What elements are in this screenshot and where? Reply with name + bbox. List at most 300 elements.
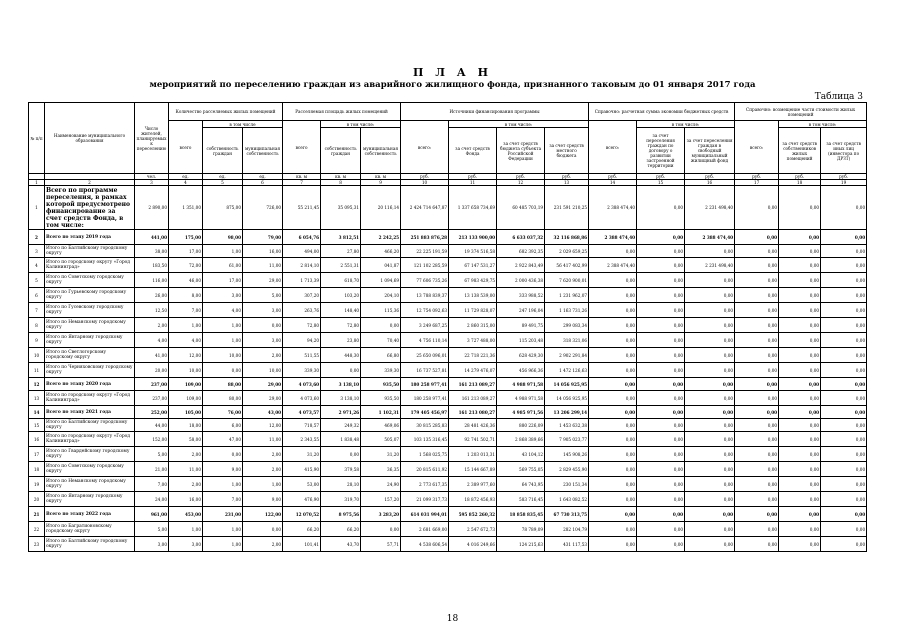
value-cell: 0,00 bbox=[637, 318, 685, 333]
value-cell: 2 424 714 647,87 bbox=[401, 186, 449, 230]
value-cell: 1 102,31 bbox=[361, 406, 401, 419]
value-cell: 24,00 bbox=[135, 492, 169, 507]
value-cell: 2 890,00 bbox=[135, 186, 169, 230]
value-cell: 0,00 bbox=[735, 378, 779, 391]
column-number-cell: 10 bbox=[401, 180, 449, 186]
value-cell: 13 138 539,00 bbox=[449, 288, 497, 303]
value-cell: 98,00 bbox=[203, 230, 243, 245]
row-number: 10 bbox=[29, 348, 45, 363]
value-cell: 21,00 bbox=[135, 462, 169, 477]
value-cell: 0,00 bbox=[779, 303, 821, 318]
value-cell: 3 812,51 bbox=[321, 230, 361, 245]
value-cell: 456 966,36 bbox=[497, 363, 545, 378]
finance-group-header: Источники финансирования программы bbox=[401, 103, 589, 121]
unit-cell: руб. bbox=[735, 174, 779, 180]
value-cell: 1,00 bbox=[169, 318, 203, 333]
value-cell: 180 258 977,41 bbox=[401, 391, 449, 406]
value-cell: 58,00 bbox=[169, 432, 203, 447]
value-cell: 0,00 bbox=[685, 419, 735, 432]
row-name: Итого по Советскому городскому округу bbox=[45, 462, 135, 477]
value-cell: 0,00 bbox=[821, 537, 867, 552]
value-cell: 1 203 013,31 bbox=[449, 447, 497, 462]
value-cell: 0,00 bbox=[779, 288, 821, 303]
value-cell: 3 283,20 bbox=[361, 507, 401, 522]
rooms-citizens-header: собственность граждан bbox=[203, 128, 243, 174]
value-cell: 0,00 bbox=[821, 230, 867, 245]
value-cell: 569 755,05 bbox=[497, 462, 545, 477]
value-cell: 0,00 bbox=[637, 245, 685, 258]
unit-cell: руб. bbox=[545, 174, 589, 180]
value-cell: 4 988 971,58 bbox=[497, 391, 545, 406]
value-cell: 11 729 828,07 bbox=[449, 303, 497, 318]
value-cell: 0,00 bbox=[735, 462, 779, 477]
row-name: Всего по этапу 2021 года bbox=[45, 406, 135, 419]
column-number-cell: 16 bbox=[685, 180, 735, 186]
value-cell: 11,00 bbox=[243, 258, 283, 273]
value-cell: 0,00 bbox=[779, 522, 821, 537]
dev-total-header: всего: bbox=[735, 121, 779, 174]
value-cell: 0,00 bbox=[779, 406, 821, 419]
value-cell: 14 056 925,95 bbox=[545, 391, 589, 406]
value-cell: 0,00 bbox=[637, 288, 685, 303]
area-group-header: Расселяемая площадь жилых помещений bbox=[283, 103, 401, 121]
value-cell: 10,00 bbox=[169, 363, 203, 378]
row-number: 8 bbox=[29, 318, 45, 333]
value-cell: 2,00 bbox=[169, 477, 203, 492]
value-cell: 124 215,63 bbox=[497, 537, 545, 552]
value-cell: 0,00 bbox=[637, 348, 685, 363]
value-cell: 0,00 bbox=[779, 462, 821, 477]
row-name: Итого по Багратионовскому городскому округу bbox=[45, 522, 135, 537]
value-cell: 0,00 bbox=[735, 432, 779, 447]
value-cell: 4 073,60 bbox=[283, 378, 321, 391]
value-cell: 0,00 bbox=[821, 303, 867, 318]
value-cell: 79,00 bbox=[243, 230, 283, 245]
table-row bbox=[29, 391, 867, 406]
value-cell: 21 099 317,73 bbox=[401, 492, 449, 507]
value-cell: 0,00 bbox=[589, 378, 637, 391]
value-cell: 43,70 bbox=[321, 537, 361, 552]
value-cell: 72,00 bbox=[169, 258, 203, 273]
value-cell: 55 211,45 bbox=[283, 186, 321, 230]
value-cell: 252,00 bbox=[135, 406, 169, 419]
value-cell: 20 116,14 bbox=[361, 186, 401, 230]
value-cell: 0,00 bbox=[589, 363, 637, 378]
value-cell: 0,00 bbox=[685, 507, 735, 522]
value-cell: 237,00 bbox=[135, 391, 169, 406]
table-row bbox=[29, 273, 867, 288]
value-cell: 1 472 126,63 bbox=[545, 363, 589, 378]
value-cell: 682 392,35 bbox=[497, 245, 545, 258]
column-number-cell: 18 bbox=[779, 180, 821, 186]
value-cell: 0,00 bbox=[779, 348, 821, 363]
value-cell: 0,00 bbox=[637, 492, 685, 507]
value-cell: 0,00 bbox=[685, 333, 735, 348]
value-cell: 431 117,53 bbox=[545, 537, 589, 552]
value-cell: 0,00 bbox=[637, 186, 685, 230]
value-cell: 31,20 bbox=[283, 447, 321, 462]
value-cell: 41,00 bbox=[135, 348, 169, 363]
row-name: Всего по этапу 2020 года bbox=[45, 378, 135, 391]
value-cell: 2,00 bbox=[135, 318, 169, 333]
unit-cell: руб. bbox=[449, 174, 497, 180]
value-cell: 0,00 bbox=[589, 537, 637, 552]
value-cell: 2 773 617,35 bbox=[401, 477, 449, 492]
row-number: 3 bbox=[29, 245, 45, 258]
value-cell: 0,00 bbox=[779, 419, 821, 432]
value-cell: 333 988,52 bbox=[497, 288, 545, 303]
value-cell: 0,00 bbox=[685, 273, 735, 288]
value-cell: 0,00 bbox=[637, 537, 685, 552]
row-number: 12 bbox=[29, 378, 45, 391]
table-body bbox=[29, 186, 867, 552]
value-cell: 961,00 bbox=[135, 507, 169, 522]
column-number-cell: 3 bbox=[135, 180, 169, 186]
value-cell: 0,00 bbox=[589, 462, 637, 477]
value-cell: 0,00 bbox=[821, 348, 867, 363]
value-cell: 57,71 bbox=[361, 537, 401, 552]
value-cell: 0,00 bbox=[735, 258, 779, 273]
value-cell: 231,00 bbox=[203, 507, 243, 522]
row-name: Итого по Гурьевскому городскому округу bbox=[45, 288, 135, 303]
value-cell: 0,00 bbox=[637, 363, 685, 378]
value-cell: 1 163 731,26 bbox=[545, 303, 589, 318]
value-cell: 0,00 bbox=[821, 447, 867, 462]
value-cell: 44,00 bbox=[135, 419, 169, 432]
value-cell: 2 231 498,40 bbox=[685, 186, 735, 230]
value-cell: 213 133 900,00 bbox=[449, 230, 497, 245]
value-cell: 2 242,25 bbox=[361, 230, 401, 245]
col-residents-header: Число жителей, планируемых к переселению bbox=[135, 103, 169, 174]
value-cell: 1,00 bbox=[203, 318, 243, 333]
value-cell: 31,20 bbox=[361, 447, 401, 462]
fund-header: за счет средств Фонда bbox=[449, 128, 497, 174]
value-cell: 448,30 bbox=[321, 348, 361, 363]
value-cell: 72,80 bbox=[283, 318, 321, 333]
row-number: 23 bbox=[29, 537, 45, 552]
table-row bbox=[29, 406, 867, 419]
value-cell: 511,55 bbox=[283, 348, 321, 363]
value-cell: 152,00 bbox=[135, 432, 169, 447]
value-cell: 0,00 bbox=[637, 507, 685, 522]
value-cell: 0,00 bbox=[685, 522, 735, 537]
value-cell: 145 908,26 bbox=[545, 447, 589, 462]
value-cell: 17,00 bbox=[169, 245, 203, 258]
value-cell: 0,00 bbox=[685, 245, 735, 258]
row-number: 15 bbox=[29, 419, 45, 432]
value-cell: 3,00 bbox=[203, 288, 243, 303]
value-cell: 0,00 bbox=[821, 492, 867, 507]
value-cell: 3,00 bbox=[135, 537, 169, 552]
value-cell: 122,00 bbox=[243, 507, 283, 522]
row-number: 6 bbox=[29, 288, 45, 303]
value-cell: 0,00 bbox=[589, 391, 637, 406]
value-cell: 2,00 bbox=[243, 348, 283, 363]
value-cell: 10,00 bbox=[203, 348, 243, 363]
value-cell: 28,10 bbox=[321, 477, 361, 492]
column-number-cell: 14 bbox=[589, 180, 637, 186]
value-cell: 249,32 bbox=[321, 419, 361, 432]
value-cell: 24,90 bbox=[361, 477, 401, 492]
value-cell: 0,00 bbox=[637, 258, 685, 273]
value-cell: 718,57 bbox=[283, 419, 321, 432]
value-cell: 0,00 bbox=[821, 419, 867, 432]
ref-budget-group-header: Справочно: расчетная сумма экономии бюджетных средств bbox=[589, 103, 735, 121]
row-number: 5 bbox=[29, 273, 45, 288]
row-name: Итого по городскому округу «Город Калининград» bbox=[45, 391, 135, 406]
value-cell: 614 031 994,01 bbox=[401, 507, 449, 522]
row-number: 18 bbox=[29, 462, 45, 477]
value-cell: 1 231 962,07 bbox=[545, 288, 589, 303]
value-cell: 0,00 bbox=[735, 447, 779, 462]
value-cell: 8,00 bbox=[169, 288, 203, 303]
value-cell: 231 591 210,25 bbox=[545, 186, 589, 230]
value-cell: 2 231 498,40 bbox=[685, 258, 735, 273]
value-cell: 1 337 658 734,69 bbox=[449, 186, 497, 230]
unit-cell: кв. м bbox=[321, 174, 361, 180]
value-cell: 247 196,04 bbox=[497, 303, 545, 318]
value-cell: 0,00 bbox=[589, 432, 637, 447]
value-cell: 3 138,10 bbox=[321, 378, 361, 391]
row-name: Всего по этапу 2022 года bbox=[45, 507, 135, 522]
value-cell: 1,00 bbox=[203, 245, 243, 258]
value-cell: 20 815 611,92 bbox=[401, 462, 449, 477]
value-cell: 32 116 868,86 bbox=[545, 230, 589, 245]
value-cell: 466,20 bbox=[361, 245, 401, 258]
value-cell: 0,00 bbox=[361, 522, 401, 537]
value-cell: 318 321,06 bbox=[545, 333, 589, 348]
rooms-group-header: Количество расселяемых жилых помещений bbox=[169, 103, 283, 121]
row-number: 17 bbox=[29, 447, 45, 462]
value-cell: 22 225 191,59 bbox=[401, 245, 449, 258]
value-cell: 0,00 bbox=[735, 363, 779, 378]
unit-cell: руб. bbox=[401, 174, 449, 180]
value-cell: 116,00 bbox=[135, 273, 169, 288]
value-cell: 0,00 bbox=[685, 492, 735, 507]
value-cell: 2 860 315,00 bbox=[449, 318, 497, 333]
row-name: Итого по Балтийскому городскому округу bbox=[45, 245, 135, 258]
value-cell: 875,00 bbox=[203, 186, 243, 230]
page-subtitle: мероприятий по переселению граждан из аварийного жилищного фонда, признанного таковым до 01 января 2017 года bbox=[149, 80, 756, 90]
value-cell: 4 538 606,54 bbox=[401, 537, 449, 552]
value-cell: 0,00 bbox=[637, 273, 685, 288]
value-cell: 20,00 bbox=[135, 363, 169, 378]
value-cell: 72,80 bbox=[321, 318, 361, 333]
value-cell: 1 453 632,38 bbox=[545, 419, 589, 432]
value-cell: 183,50 bbox=[135, 258, 169, 273]
table-row bbox=[29, 333, 867, 348]
value-cell: 0,00 bbox=[779, 378, 821, 391]
value-cell: 0,00 bbox=[779, 537, 821, 552]
value-cell: 0,00 bbox=[637, 432, 685, 447]
value-cell: 2 343,55 bbox=[283, 432, 321, 447]
row-number: 2 bbox=[29, 230, 45, 245]
row-number: 7 bbox=[29, 303, 45, 318]
value-cell: 53,00 bbox=[283, 477, 321, 492]
value-cell: 7 620 900,01 bbox=[545, 273, 589, 288]
value-cell: 121 102 285,59 bbox=[401, 258, 449, 273]
area-citizens-header: собственность граждан bbox=[321, 128, 361, 174]
value-cell: 0,00 bbox=[685, 318, 735, 333]
row-name: Итого по Неманскому городскому округу bbox=[45, 477, 135, 492]
value-cell: 61,00 bbox=[203, 258, 243, 273]
table-row bbox=[29, 477, 867, 492]
value-cell: 0,00 bbox=[735, 230, 779, 245]
row-number: 21 bbox=[29, 507, 45, 522]
value-cell: 38,00 bbox=[135, 245, 169, 258]
unit-cell: руб. bbox=[497, 174, 545, 180]
contract-header: за счет переселения граждан по договору о развитии застроенной территории bbox=[637, 128, 685, 174]
table-row bbox=[29, 363, 867, 378]
value-cell: 16 737 527,81 bbox=[401, 363, 449, 378]
value-cell: 47,00 bbox=[203, 432, 243, 447]
value-cell: 0,00 bbox=[735, 507, 779, 522]
column-number-cell: 13 bbox=[545, 180, 589, 186]
value-cell: 263,76 bbox=[283, 303, 321, 318]
value-cell: 66,20 bbox=[321, 522, 361, 537]
value-cell: 0,00 bbox=[637, 462, 685, 477]
value-cell: 1,00 bbox=[203, 522, 243, 537]
value-cell: 36,35 bbox=[361, 462, 401, 477]
value-cell: 0,00 bbox=[203, 447, 243, 462]
value-cell: 4 756 110,14 bbox=[401, 333, 449, 348]
value-cell: 2,00 bbox=[243, 447, 283, 462]
row-number: 16 bbox=[29, 432, 45, 447]
col-num-header: № п/п bbox=[29, 103, 45, 174]
value-cell: 3 727 488,00 bbox=[449, 333, 497, 348]
value-cell: 0,00 bbox=[735, 245, 779, 258]
value-cell: 67 147 531,27 bbox=[449, 258, 497, 273]
column-number-cell: 17 bbox=[735, 180, 779, 186]
value-cell: 0,00 bbox=[589, 273, 637, 288]
value-cell: 0,00 bbox=[735, 303, 779, 318]
value-cell: 7,00 bbox=[135, 477, 169, 492]
area-incl-header: в том числе: bbox=[321, 121, 401, 128]
value-cell: 1,00 bbox=[243, 477, 283, 492]
value-cell: 3,00 bbox=[243, 303, 283, 318]
value-cell: 1 643 082,52 bbox=[545, 492, 589, 507]
value-cell: 0,00 bbox=[637, 230, 685, 245]
value-cell: 18 858 835,45 bbox=[497, 507, 545, 522]
value-cell: 0,00 bbox=[779, 363, 821, 378]
value-cell: 7,00 bbox=[203, 492, 243, 507]
value-cell: 0,00 bbox=[243, 318, 283, 333]
value-cell: 4,00 bbox=[135, 333, 169, 348]
row-name: Всего по этапу 2019 года bbox=[45, 230, 135, 245]
row-name: Итого по Черняховскому городскому округу bbox=[45, 363, 135, 378]
value-cell: 0,00 bbox=[685, 363, 735, 378]
value-cell: 494,00 bbox=[283, 245, 321, 258]
page-title: П Л А Н bbox=[413, 66, 492, 79]
row-name: Итого по Неманскому городскому округу bbox=[45, 318, 135, 333]
value-cell: 0,00 bbox=[821, 288, 867, 303]
value-cell: 70,40 bbox=[361, 333, 401, 348]
value-cell: 18 872 456,93 bbox=[449, 492, 497, 507]
value-cell: 109,00 bbox=[169, 391, 203, 406]
value-cell: 161 213 089,27 bbox=[449, 378, 497, 391]
value-cell: 161 213 080,27 bbox=[449, 406, 497, 419]
row-name: Итого по Гусевскому городскому округу bbox=[45, 303, 135, 318]
table-row bbox=[29, 245, 867, 258]
value-cell: 11,00 bbox=[243, 432, 283, 447]
value-cell: 2 389 977,60 bbox=[449, 477, 497, 492]
value-cell: 0,00 bbox=[685, 537, 735, 552]
value-cell: 4 985 971,56 bbox=[497, 406, 545, 419]
value-cell: 0,00 bbox=[361, 318, 401, 333]
value-cell: 935,50 bbox=[361, 391, 401, 406]
value-cell: 66,80 bbox=[361, 348, 401, 363]
value-cell: 2 000 436,38 bbox=[497, 273, 545, 288]
row-name: Итого по Янтарному городскому округу bbox=[45, 333, 135, 348]
value-cell: 595 852 260,32 bbox=[449, 507, 497, 522]
free-stock-header: за счет переселения граждан в свободный муниципальный жилищный фонд bbox=[685, 128, 735, 174]
value-cell: 115,36 bbox=[361, 303, 401, 318]
value-cell: 12,00 bbox=[243, 419, 283, 432]
finance-total-header: всего: bbox=[401, 121, 449, 174]
value-cell: 0,00 bbox=[735, 406, 779, 419]
value-cell: 103 135 316,45 bbox=[401, 432, 449, 447]
table-row bbox=[29, 537, 867, 552]
value-cell: 339,30 bbox=[361, 363, 401, 378]
page-number: 18 bbox=[446, 614, 459, 624]
value-cell: 1 351,00 bbox=[169, 186, 203, 230]
value-cell: 618,70 bbox=[321, 273, 361, 288]
finance-incl-header: в том числе: bbox=[449, 121, 589, 128]
value-cell: 307,20 bbox=[283, 288, 321, 303]
value-cell: 0,00 bbox=[735, 492, 779, 507]
row-number: 20 bbox=[29, 492, 45, 507]
value-cell: 0,00 bbox=[779, 477, 821, 492]
value-cell: 0,00 bbox=[589, 492, 637, 507]
unit-cell: ед. bbox=[243, 174, 283, 180]
value-cell: 4 073,60 bbox=[283, 391, 321, 406]
value-cell: 0,00 bbox=[779, 492, 821, 507]
row-name: Всего по программе переселения, в рамках которой предусмотрено финансирование за счет средств Фонда, в том числе: bbox=[45, 186, 135, 230]
value-cell: 43 104,12 bbox=[497, 447, 545, 462]
column-number-cell: 5 bbox=[203, 180, 243, 186]
value-cell: 4 073,57 bbox=[283, 406, 321, 419]
value-cell: 1 094,69 bbox=[361, 273, 401, 288]
value-cell: 0,00 bbox=[685, 447, 735, 462]
table-row bbox=[29, 432, 867, 447]
value-cell: 0,00 bbox=[589, 288, 637, 303]
value-cell: 2 829 455,90 bbox=[545, 462, 589, 477]
value-cell: 0,00 bbox=[779, 432, 821, 447]
value-cell: 0,00 bbox=[779, 245, 821, 258]
value-cell: 0,00 bbox=[589, 303, 637, 318]
value-cell: 15 144 667,89 bbox=[449, 462, 497, 477]
value-cell: 3,00 bbox=[169, 537, 203, 552]
value-cell: 0,00 bbox=[779, 273, 821, 288]
value-cell: 180 258 977,41 bbox=[401, 378, 449, 391]
value-cell: 041,87 bbox=[361, 258, 401, 273]
row-name: Итого по Гвардейскому городскому округу bbox=[45, 447, 135, 462]
rooms-incl-header: в том числе bbox=[203, 121, 283, 128]
value-cell: 0,00 bbox=[821, 477, 867, 492]
table-row bbox=[29, 303, 867, 318]
value-cell: 319,70 bbox=[321, 492, 361, 507]
column-number-cell: 19 bbox=[821, 180, 867, 186]
value-cell: 0,00 bbox=[821, 406, 867, 419]
rooms-municipal-header: муниципальная собственность bbox=[243, 128, 283, 174]
value-cell: 0,00 bbox=[735, 537, 779, 552]
value-cell: 726,00 bbox=[243, 186, 283, 230]
value-cell: 115 203,48 bbox=[497, 333, 545, 348]
value-cell: 1 568 025,75 bbox=[401, 447, 449, 462]
value-cell: 9,00 bbox=[243, 492, 283, 507]
value-cell: 8 975,56 bbox=[321, 507, 361, 522]
value-cell: 3 249 687,25 bbox=[401, 318, 449, 333]
